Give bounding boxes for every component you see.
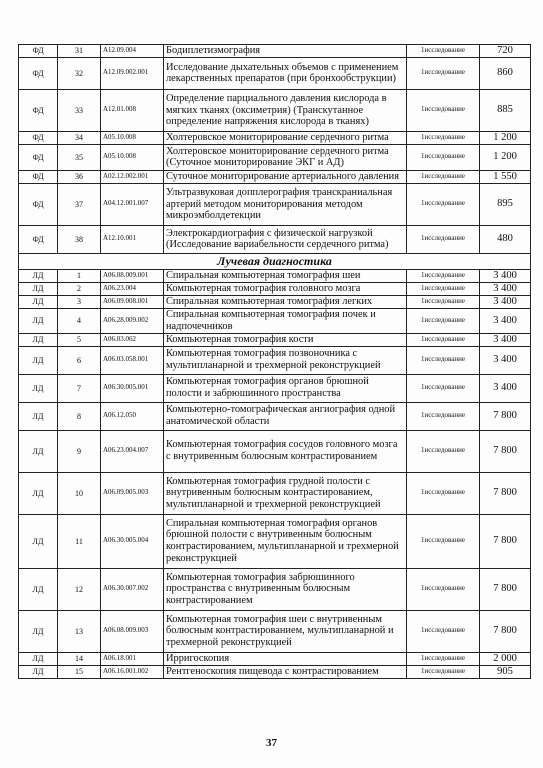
unit-cell: 1исследование <box>407 225 480 253</box>
price-cell: 895 <box>480 183 531 225</box>
service-code-cell: A06.30.005.004 <box>101 514 164 568</box>
row-number-cell: 12 <box>58 568 101 610</box>
price-cell: 7 800 <box>480 472 531 514</box>
functional-diagnostics-rows <box>19 45 531 254</box>
service-code-cell: A06.09.005.003 <box>101 472 164 514</box>
row-number-cell: 37 <box>58 183 101 225</box>
service-name-cell: Компьютерная томография грудной полости с внутривенным болюсным контрастированием, мультипланарной и трехмерной реконструкцией <box>164 472 407 514</box>
unit-cell: 1исследование <box>407 308 480 333</box>
row-number-cell: 36 <box>58 170 101 183</box>
price-cell: 7 800 <box>480 568 531 610</box>
service-name-cell: Суточное мониторирование артериального давления <box>164 170 407 183</box>
service-name-cell: Компьютерная томография головного мозга <box>164 282 407 295</box>
department-cell: ФД <box>19 170 58 183</box>
price-cell: 3 400 <box>480 308 531 333</box>
service-code-cell: A06.30.007.002 <box>101 568 164 610</box>
price-cell: 3 400 <box>480 346 531 374</box>
unit-cell: 1исследование <box>407 144 480 170</box>
department-cell: ЛД <box>19 333 58 346</box>
row-number-cell: 31 <box>58 45 101 58</box>
department-cell: ЛД <box>19 430 58 472</box>
service-code-cell: A06.08.009.001 <box>101 269 164 282</box>
price-cell: 3 400 <box>480 282 531 295</box>
table-row <box>19 144 531 170</box>
table-row <box>19 131 531 144</box>
unit-cell: 1исследование <box>407 652 480 665</box>
table-row <box>19 269 531 282</box>
section-title: Лучевая диагностика <box>19 253 531 269</box>
table-row <box>19 568 531 610</box>
price-cell: 1 200 <box>480 131 531 144</box>
service-code-cell: A06.03.058.001 <box>101 346 164 374</box>
service-name-cell: Холтеровское мониторирование сердечного ритма <box>164 131 407 144</box>
section-header-row <box>19 253 531 269</box>
department-cell: ФД <box>19 89 58 131</box>
table-row <box>19 295 531 308</box>
department-cell: ФД <box>19 225 58 253</box>
service-code-cell: A12.09.004 <box>101 45 164 58</box>
unit-cell: 1исследование <box>407 514 480 568</box>
service-code-cell: A12.01.008 <box>101 89 164 131</box>
row-number-cell: 10 <box>58 472 101 514</box>
row-number-cell: 9 <box>58 430 101 472</box>
price-table <box>18 44 531 679</box>
table-row <box>19 514 531 568</box>
row-number-cell: 32 <box>58 57 101 89</box>
row-number-cell: 1 <box>58 269 101 282</box>
department-cell: ФД <box>19 57 58 89</box>
table-row <box>19 45 531 58</box>
department-cell: ЛД <box>19 282 58 295</box>
price-cell: 3 400 <box>480 269 531 282</box>
table-row <box>19 652 531 665</box>
service-name-cell: Компьютерно-томографическая ангиография одной анатомической области <box>164 402 407 430</box>
table-row <box>19 472 531 514</box>
service-code-cell: A02.12.002.001 <box>101 170 164 183</box>
table-row <box>19 665 531 678</box>
service-code-cell: A06.28.009.002 <box>101 308 164 333</box>
row-number-cell: 2 <box>58 282 101 295</box>
department-cell: ФД <box>19 183 58 225</box>
unit-cell: 1исследование <box>407 665 480 678</box>
radiology-rows <box>19 269 531 678</box>
price-cell: 3 400 <box>480 295 531 308</box>
table-row <box>19 374 531 402</box>
service-code-cell: A12.10.001 <box>101 225 164 253</box>
department-cell: ЛД <box>19 402 58 430</box>
unit-cell: 1исследование <box>407 295 480 308</box>
row-number-cell: 11 <box>58 514 101 568</box>
unit-cell: 1исследование <box>407 45 480 58</box>
price-cell: 7 800 <box>480 430 531 472</box>
row-number-cell: 6 <box>58 346 101 374</box>
table-row <box>19 430 531 472</box>
service-code-cell: A12.09.002.001 <box>101 57 164 89</box>
table-row <box>19 402 531 430</box>
row-number-cell: 14 <box>58 652 101 665</box>
row-number-cell: 5 <box>58 333 101 346</box>
service-code-cell: A06.12.050 <box>101 402 164 430</box>
service-code-cell: A06.23.004.007 <box>101 430 164 472</box>
table-row <box>19 225 531 253</box>
service-code-cell: A06.18.001 <box>101 652 164 665</box>
service-name-cell: Компьютерная томография сосудов головного мозга с внутривенным болюсным контрастированием <box>164 430 407 472</box>
table-row <box>19 89 531 131</box>
department-cell: ЛД <box>19 472 58 514</box>
price-cell: 1 550 <box>480 170 531 183</box>
department-cell: ЛД <box>19 610 58 652</box>
service-code-cell: A06.30.005.001 <box>101 374 164 402</box>
service-name-cell: Спиральная компьютерная томография органов брюшной полости с внутривенным болюсным контрастированием, мультипланарной и трехмерной реконструкцией <box>164 514 407 568</box>
price-cell: 1 200 <box>480 144 531 170</box>
table-row <box>19 346 531 374</box>
price-cell: 720 <box>480 45 531 58</box>
service-name-cell: Компьютерная томография кости <box>164 333 407 346</box>
service-name-cell: Холтеровское мониторирование сердечного ритма (Суточное мониторирование ЭКГ и АД) <box>164 144 407 170</box>
table-row <box>19 170 531 183</box>
department-cell: ЛД <box>19 652 58 665</box>
price-cell: 2 000 <box>480 652 531 665</box>
department-cell: ЛД <box>19 665 58 678</box>
price-cell: 885 <box>480 89 531 131</box>
row-number-cell: 7 <box>58 374 101 402</box>
service-name-cell: Компьютерная томография органов брюшной полости и забрюшинного пространства <box>164 374 407 402</box>
service-code-cell: A06.08.009.003 <box>101 610 164 652</box>
unit-cell: 1исследование <box>407 282 480 295</box>
service-code-cell: A05.10.008 <box>101 131 164 144</box>
department-cell: ЛД <box>19 568 58 610</box>
table-row <box>19 610 531 652</box>
table-row <box>19 57 531 89</box>
service-name-cell: Определение парциального давления кислорода в мягких тканях (оксиметрия) (Транскутанное определение напряжения кислорода в тканях) <box>164 89 407 131</box>
unit-cell: 1исследование <box>407 170 480 183</box>
page-number: 37 <box>266 737 277 749</box>
price-cell: 905 <box>480 665 531 678</box>
row-number-cell: 38 <box>58 225 101 253</box>
unit-cell: 1исследование <box>407 183 480 225</box>
department-cell: ЛД <box>19 514 58 568</box>
service-code-cell: A06.09.008.001 <box>101 295 164 308</box>
price-cell: 860 <box>480 57 531 89</box>
service-name-cell: Исследование дыхательных объемов с применением лекарственных препаратов (при бронхообструкции) <box>164 57 407 89</box>
section-header-group <box>19 253 531 269</box>
price-cell: 7 800 <box>480 402 531 430</box>
unit-cell: 1исследование <box>407 57 480 89</box>
service-name-cell: Электрокардиография с физической нагрузкой (Исследование вариабельности сердечного ритма) <box>164 225 407 253</box>
service-code-cell: A06.16.001.002 <box>101 665 164 678</box>
service-name-cell: Компьютерная томография шеи с внутривенным болюсным контрастированием, мультипланарной и трехмерной реконструкцией <box>164 610 407 652</box>
row-number-cell: 4 <box>58 308 101 333</box>
unit-cell: 1исследование <box>407 269 480 282</box>
row-number-cell: 15 <box>58 665 101 678</box>
table-row <box>19 333 531 346</box>
unit-cell: 1исследование <box>407 472 480 514</box>
service-name-cell: Рентгеноскопия пищевода с контрастированием <box>164 665 407 678</box>
row-number-cell: 8 <box>58 402 101 430</box>
unit-cell: 1исследование <box>407 610 480 652</box>
price-cell: 3 400 <box>480 374 531 402</box>
service-name-cell: Спиральная компьютерная томография почек и надпочечников <box>164 308 407 333</box>
service-code-cell: A06.23.004 <box>101 282 164 295</box>
price-cell: 480 <box>480 225 531 253</box>
department-cell: ЛД <box>19 308 58 333</box>
department-cell: ЛД <box>19 295 58 308</box>
department-cell: ФД <box>19 45 58 58</box>
row-number-cell: 13 <box>58 610 101 652</box>
unit-cell: 1исследование <box>407 430 480 472</box>
row-number-cell: 34 <box>58 131 101 144</box>
unit-cell: 1исследование <box>407 568 480 610</box>
unit-cell: 1исследование <box>407 402 480 430</box>
row-number-cell: 3 <box>58 295 101 308</box>
table-row <box>19 282 531 295</box>
department-cell: ФД <box>19 144 58 170</box>
table-row <box>19 308 531 333</box>
price-cell: 3 400 <box>480 333 531 346</box>
department-cell: ЛД <box>19 346 58 374</box>
unit-cell: 1исследование <box>407 374 480 402</box>
service-name-cell: Компьютерная томография забрюшинного пространства с внутривенным болюсным контрастированием <box>164 568 407 610</box>
price-cell: 7 800 <box>480 610 531 652</box>
department-cell: ЛД <box>19 269 58 282</box>
department-cell: ФД <box>19 131 58 144</box>
service-name-cell: Компьютерная томография позвоночника с мультипланарной и трехмерной реконструкцией <box>164 346 407 374</box>
department-cell: ЛД <box>19 374 58 402</box>
service-code-cell: A06.03.062 <box>101 333 164 346</box>
unit-cell: 1исследование <box>407 333 480 346</box>
service-name-cell: Бодиплетизмография <box>164 45 407 58</box>
unit-cell: 1исследование <box>407 131 480 144</box>
service-name-cell: Спиральная компьютерная томография легких <box>164 295 407 308</box>
service-name-cell: Ультразвуковая допплерография транскраниальная артерий методом мониторирования методом микроэмболдетекции <box>164 183 407 225</box>
price-cell: 7 800 <box>480 514 531 568</box>
service-name-cell: Ирригоскопия <box>164 652 407 665</box>
row-number-cell: 33 <box>58 89 101 131</box>
service-code-cell: A05.10.008 <box>101 144 164 170</box>
unit-cell: 1исследование <box>407 346 480 374</box>
service-code-cell: A04.12.001.007 <box>101 183 164 225</box>
row-number-cell: 35 <box>58 144 101 170</box>
table-row <box>19 183 531 225</box>
unit-cell: 1исследование <box>407 89 480 131</box>
service-name-cell: Спиральная компьютерная томография шеи <box>164 269 407 282</box>
